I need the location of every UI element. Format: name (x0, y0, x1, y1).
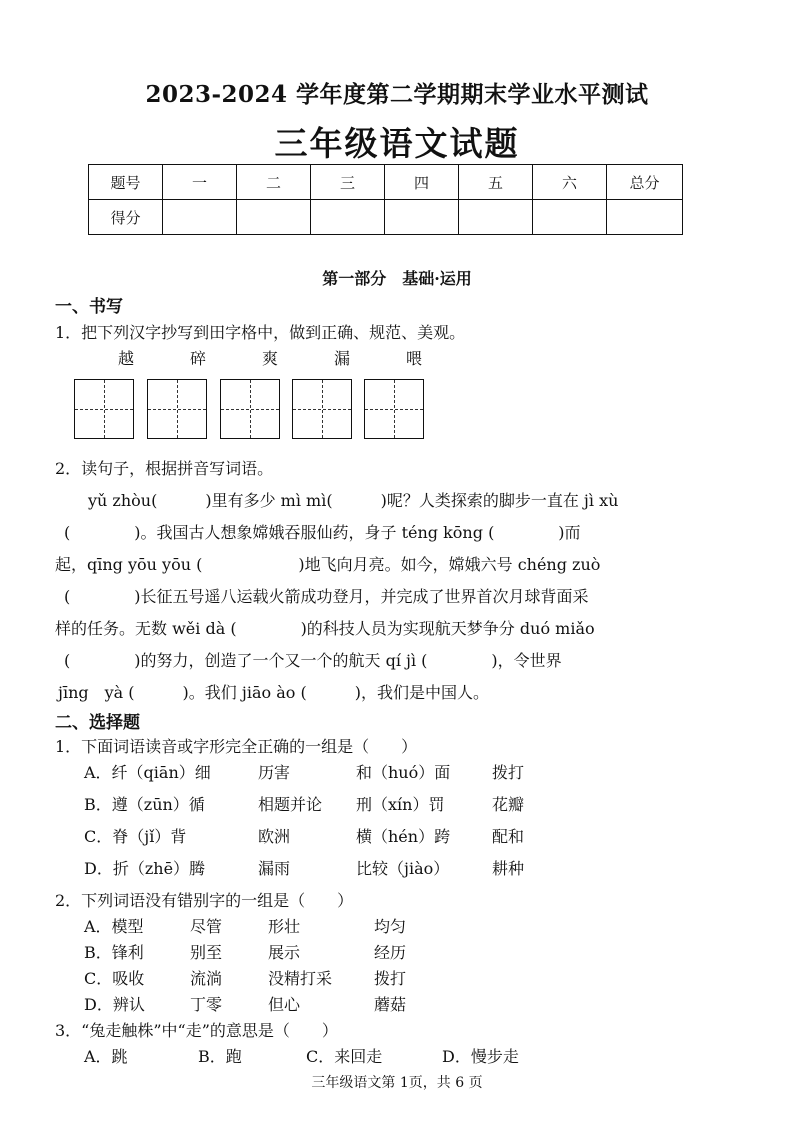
mc2-option-b-word: 别至 (190, 943, 223, 962)
mc1-option-c[interactable]: C．脊（jǐ）背 (84, 827, 187, 846)
mc1-option-a[interactable]: A．纤（qiān）细 (84, 763, 211, 782)
mc2-option-b-word: 经历 (374, 943, 407, 962)
exam-subtitle: 三年级语文试题 (274, 124, 520, 163)
mc2-option-a-word: 形壮 (268, 917, 301, 936)
score-cell[interactable] (163, 200, 237, 235)
section-heading-choice: 二、选择题 (55, 713, 140, 733)
score-cell[interactable] (237, 200, 311, 235)
score-cell[interactable] (385, 200, 459, 235)
passage-line: 起，qīng yōu yōu ( )地飞向月亮。如今，嫦娥六号 chéng zuò (55, 555, 601, 574)
mc1-option-b[interactable]: B．遵（zūn）循 (84, 795, 205, 814)
passage-line: ( )长征五号遥八运载火箭成功登月，并完成了世界首次月球背面采 (64, 587, 589, 606)
passage-line: yǔ zhòu( )里有多少 mì mì( )呢？人类探索的脚步一直在 jì xù (88, 491, 619, 510)
score-table-score-row (89, 200, 683, 235)
score-header-cell: 四 (385, 165, 459, 200)
score-row-label: 得分 (89, 200, 163, 235)
score-header-cell: 五 (459, 165, 533, 200)
mc2-option-c-word: 流淌 (190, 969, 223, 988)
mc2-option-d-word: 蘑菇 (374, 995, 407, 1014)
mc1-option-a-word: 拨打 (492, 763, 525, 782)
mc1-option-d-word: 比较（jiào） (356, 859, 450, 878)
score-cell[interactable] (607, 200, 683, 235)
tianzige-box[interactable] (364, 379, 424, 439)
mc1-option-b-word: 刑（xín）罚 (356, 795, 445, 814)
score-header-cell: 二 (237, 165, 311, 200)
score-cell[interactable] (311, 200, 385, 235)
score-cell[interactable] (533, 200, 607, 235)
part-heading: 第一部分 基础·运用 (322, 269, 472, 288)
question-1-2: 2．读句子，根据拼音写词语。 (55, 459, 274, 478)
mc1-option-a-word: 历害 (258, 763, 291, 782)
score-header-cell: 六 (533, 165, 607, 200)
score-header-cell: 总分 (607, 165, 683, 200)
score-cell[interactable] (459, 200, 533, 235)
copy-characters (90, 346, 450, 369)
mc2-option-c-word: 拨打 (374, 969, 407, 988)
tianzige-box[interactable] (147, 379, 207, 439)
mc2-option-c[interactable]: C．吸收 (84, 969, 145, 988)
mc2-option-d-word: 但心 (268, 995, 301, 1014)
mc2-option-b-word: 展示 (268, 943, 301, 962)
mc2-option-a-word: 尽管 (190, 917, 223, 936)
mc3-option-d[interactable]: D．慢步走 (442, 1047, 519, 1066)
question-1-1: 1．把下列汉字抄写到田字格中，做到正确、规范、美观。 (55, 323, 466, 342)
mc1-option-c-word: 配和 (492, 827, 525, 846)
score-header-cell: 三 (311, 165, 385, 200)
tianzige-box[interactable] (220, 379, 280, 439)
copy-char: 漏 (333, 349, 350, 368)
mc3-option-a[interactable]: A．跳 (84, 1047, 128, 1066)
mc1-option-b-word: 相题并论 (258, 795, 323, 814)
exam-title: 2023-2024 学年度第二学期期末学业水平测试 (145, 81, 649, 108)
passage-line: jīng yà ( )。我们 jiāo ào ( )，我们是中国人。 (58, 683, 489, 702)
copy-char: 喂 (405, 349, 422, 368)
score-header-cell: 题号 (89, 165, 163, 200)
score-table-header-row (89, 165, 683, 200)
score-header-cell: 一 (163, 165, 237, 200)
copy-char: 越 (117, 349, 134, 368)
mc2-option-a[interactable]: A．模型 (84, 917, 144, 936)
mc2-stem: 2．下列词语没有错别字的一组是（ ） (55, 891, 354, 910)
mc3-option-c[interactable]: C．来回走 (306, 1047, 383, 1066)
page-footer: 三年级语文第 1页，共 6 页 (311, 1075, 483, 1091)
mc3-stem: 3．“兔走触株”中“走”的意思是（ ） (55, 1021, 338, 1040)
mc2-option-b[interactable]: B．锋利 (84, 943, 144, 962)
mc1-option-c-word: 欧洲 (258, 827, 291, 846)
mc2-option-c-word: 没精打采 (268, 969, 333, 988)
mc1-option-a-word: 和（huó）面 (356, 763, 451, 782)
mc3-option-b[interactable]: B．跑 (198, 1047, 242, 1066)
mc2-option-d-word: 丁零 (190, 995, 223, 1014)
mc2-option-d[interactable]: D．辨认 (84, 995, 145, 1014)
mc1-option-d-word: 漏雨 (258, 859, 291, 878)
copy-char: 爽 (261, 349, 278, 368)
mc1-option-d[interactable]: D．折（zhē）腾 (84, 859, 206, 878)
mc1-option-c-word: 横（hén）跨 (356, 827, 451, 846)
mc2-option-a-word: 均匀 (374, 917, 407, 936)
score-table (88, 164, 683, 235)
passage-line: ( )。我国古人想象嫦娥吞服仙药，身子 téng kōng ( )而 (64, 523, 581, 542)
mc1-option-d-word: 耕种 (492, 859, 525, 878)
mc1-stem: 1．下面词语读音或字形完全正确的一组是（ ） (55, 737, 418, 756)
copy-char: 碎 (189, 349, 206, 368)
section-heading-writing: 一、书写 (55, 297, 123, 317)
mc1-option-b-word: 花瓣 (492, 795, 525, 814)
passage-line: ( )的努力，创造了一个又一个的航天 qí jì ( )，令世界 (64, 651, 562, 670)
tianzige-box[interactable] (292, 379, 352, 439)
passage-line: 样的任务。无数 wěi dà ( )的科技人员为实现航天梦争分 duó miǎo (55, 619, 595, 638)
tianzige-box[interactable] (74, 379, 134, 439)
